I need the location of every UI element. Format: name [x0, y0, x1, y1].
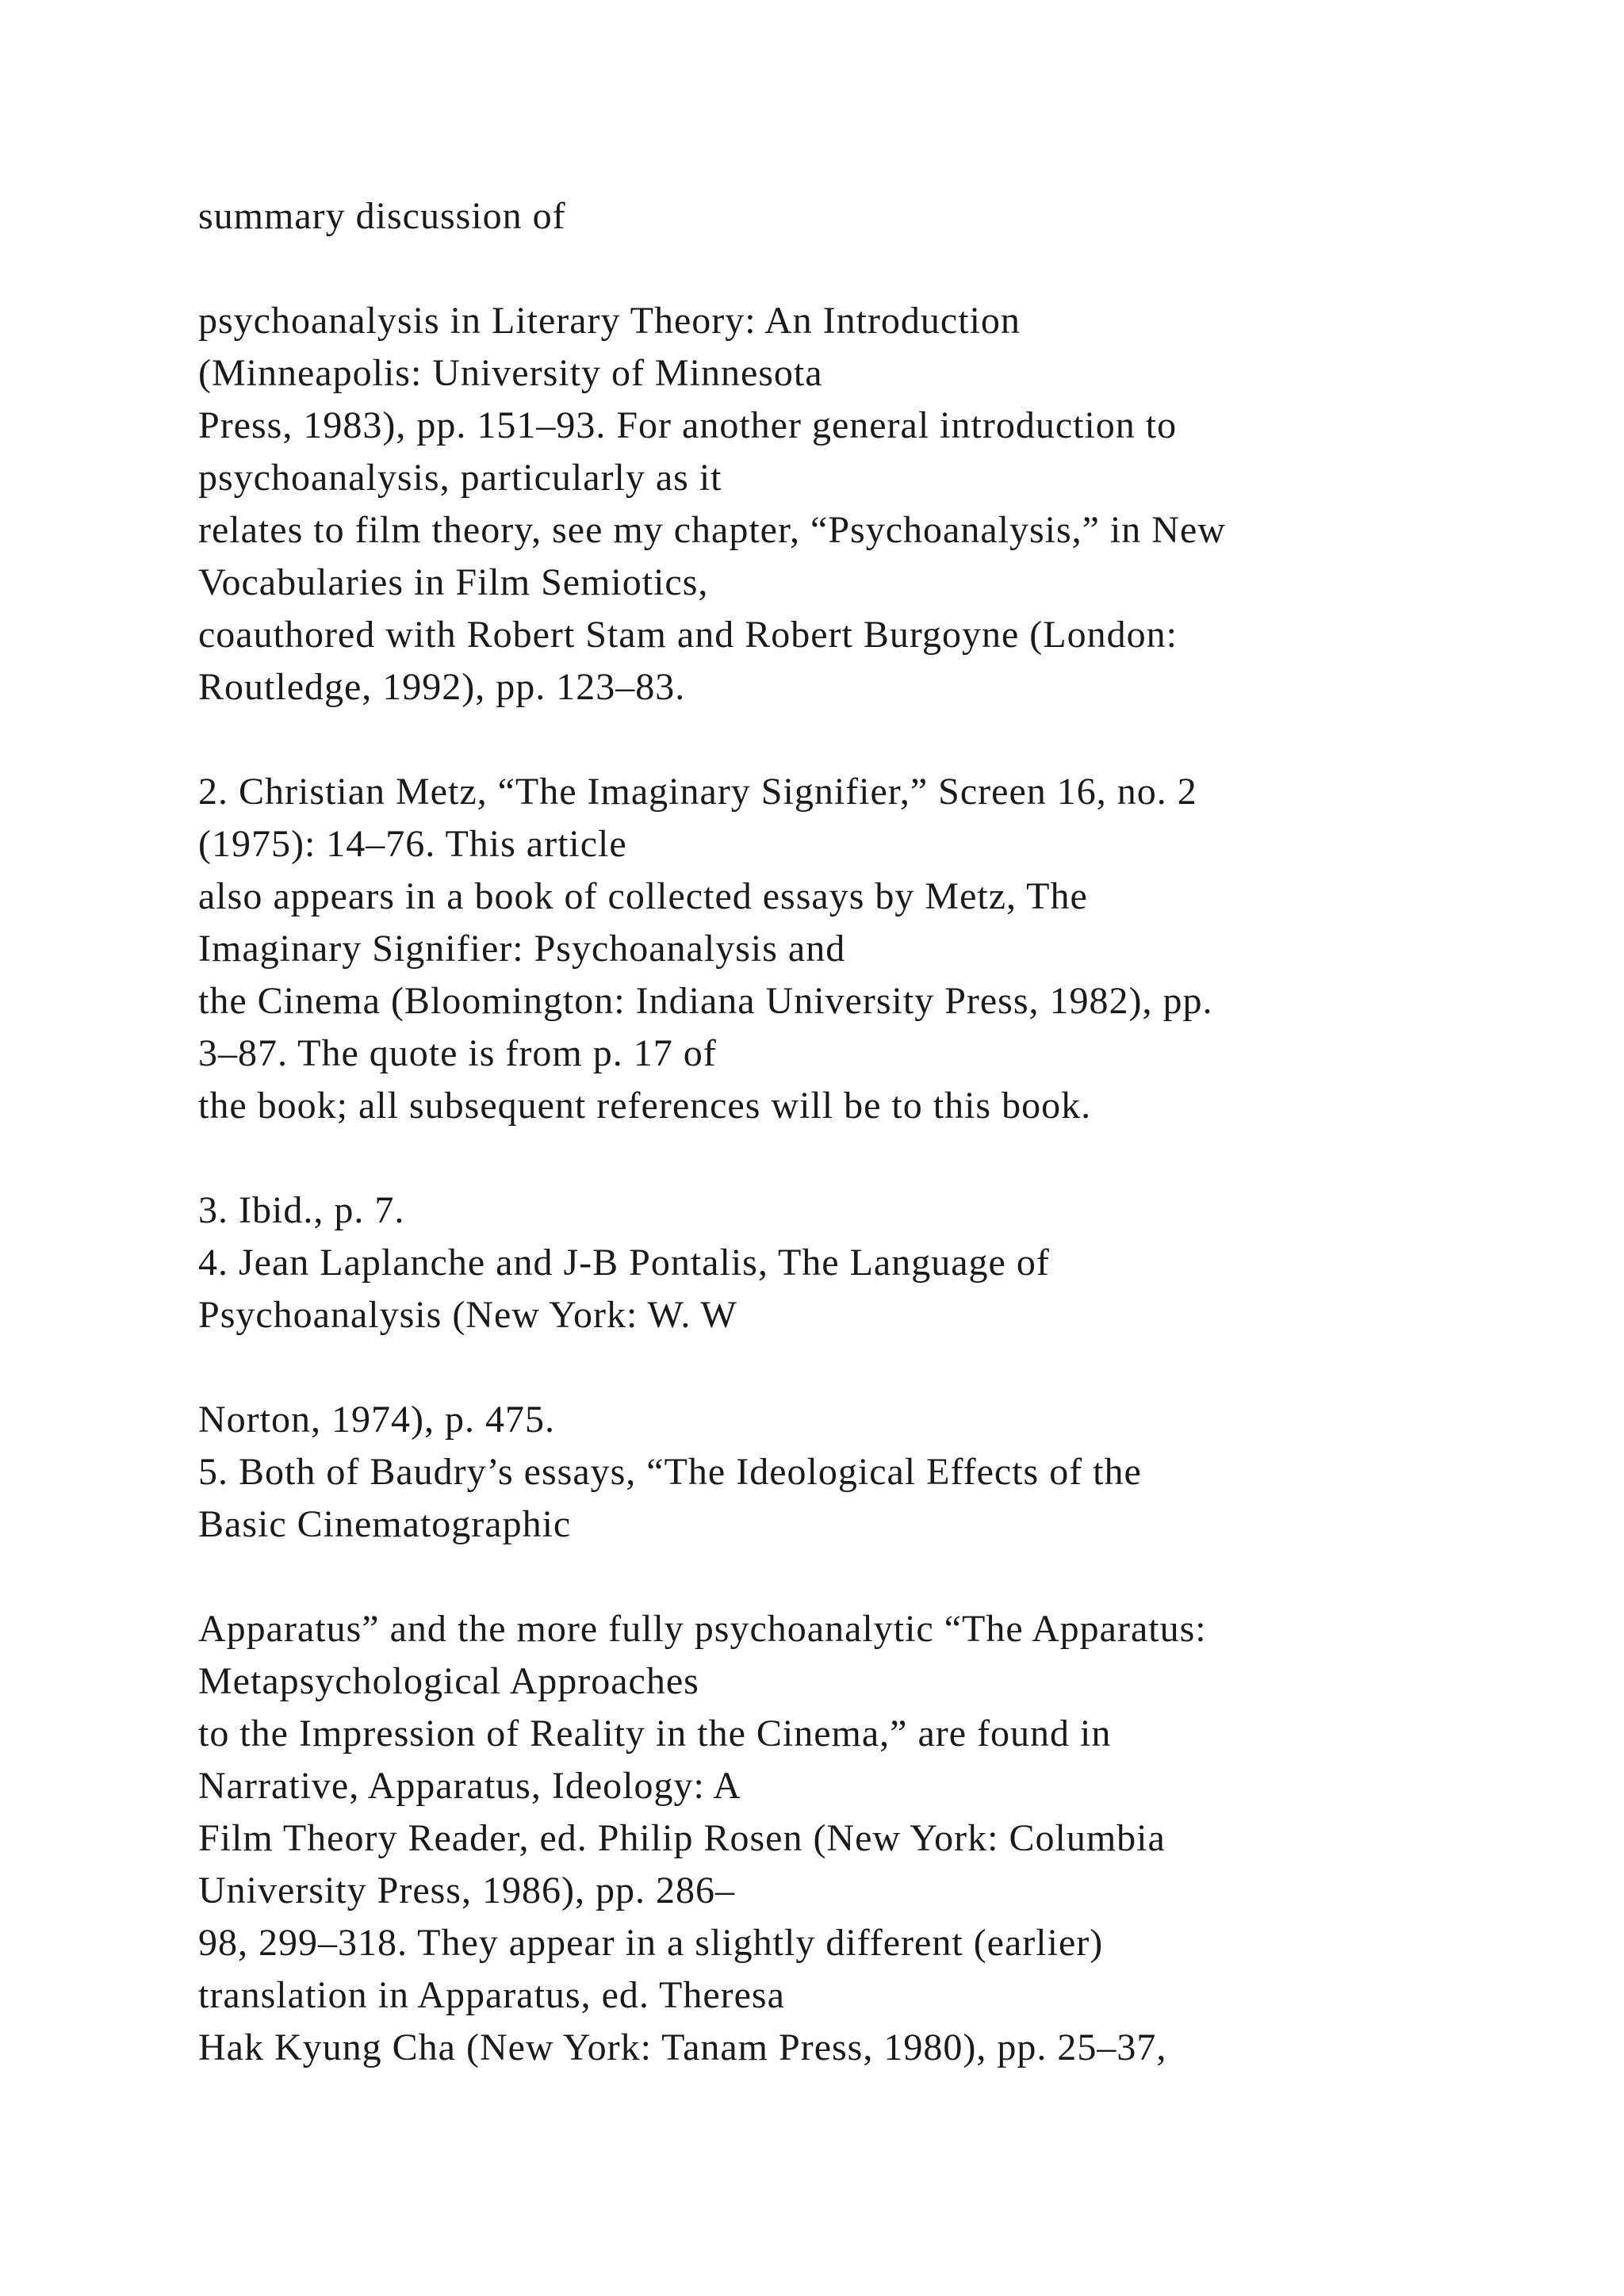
text-line: the book; all subsequent references will be to this book.	[198, 1085, 1092, 1127]
paragraph-gap	[198, 243, 1467, 295]
paragraph-gap	[198, 1132, 1467, 1184]
text-paragraph	[198, 1603, 1467, 2074]
text-line: coauthored with Robert Stam and Robert Burgoyne (London:	[198, 614, 1178, 656]
text-line: 4. Jean Laplanche and J-B Pontalis, The Language of	[198, 1242, 1050, 1284]
text-line: Norton, 1974), p. 475.	[198, 1399, 555, 1441]
text-line: Film Theory Reader, ed. Philip Rosen (New York: Columbia	[198, 1817, 1166, 1859]
text-paragraph	[198, 295, 1467, 714]
text-line: Press, 1983), pp. 151–93. For another general introduction to	[198, 404, 1178, 446]
text-line: 98, 299–318. They appear in a slightly different (earlier)	[198, 1922, 1104, 1964]
paragraph-gap	[198, 1551, 1467, 1603]
text-line: 3. Ibid., p. 7.	[198, 1189, 405, 1231]
text-line: (Minneapolis: University of Minnesota	[198, 352, 823, 394]
text-line: Psychoanalysis (New York: W. W	[198, 1294, 737, 1336]
text-paragraph	[198, 1394, 1467, 1551]
text-line: the Cinema (Bloomington: Indiana University Press, 1982), pp.	[198, 980, 1213, 1022]
text-line: summary discussion of	[198, 195, 566, 237]
text-line: relates to film theory, see my chapter, “Psychoanalysis,” in New	[198, 509, 1226, 551]
text-line: psychoanalysis in Literary Theory: An Introduction	[198, 300, 1021, 342]
paragraph-gap	[198, 1341, 1467, 1394]
text-line: (1975): 14–76. This article	[198, 823, 627, 865]
text-line: Routledge, 1992), pp. 123–83.	[198, 666, 686, 708]
text-paragraph	[198, 1184, 1467, 1341]
text-line: 5. Both of Baudry’s essays, “The Ideological Effects of the	[198, 1451, 1142, 1493]
text-line: Hak Kyung Cha (New York: Tanam Press, 1980), pp. 25–37,	[198, 2026, 1167, 2068]
document-page	[198, 190, 1467, 2074]
paragraph-gap	[198, 714, 1467, 766]
text-line: to the Impression of Reality in the Cinema,” are found in	[198, 1712, 1112, 1755]
text-line: University Press, 1986), pp. 286–	[198, 1869, 735, 1911]
text-line: Narrative, Apparatus, Ideology: A	[198, 1765, 741, 1807]
text-line: Imaginary Signifier: Psychoanalysis and	[198, 928, 846, 970]
text-line: psychoanalysis, particularly as it	[198, 457, 722, 499]
text-line: also appears in a book of collected essays by Metz, The	[198, 875, 1088, 917]
text-line: Vocabularies in Film Semiotics,	[198, 561, 709, 603]
text-line: 2. Christian Metz, “The Imaginary Signifier,” Screen 16, no. 2	[198, 771, 1197, 813]
text-paragraph	[198, 190, 1467, 243]
text-paragraph	[198, 766, 1467, 1132]
text-line: Metapsychological Approaches	[198, 1660, 699, 1702]
text-line: 3–87. The quote is from p. 17 of	[198, 1032, 717, 1074]
text-line: Basic Cinematographic	[198, 1503, 572, 1545]
text-line: translation in Apparatus, ed. Theresa	[198, 1974, 785, 2016]
text-line: Apparatus” and the more fully psychoanalytic “The Apparatus:	[198, 1608, 1207, 1650]
